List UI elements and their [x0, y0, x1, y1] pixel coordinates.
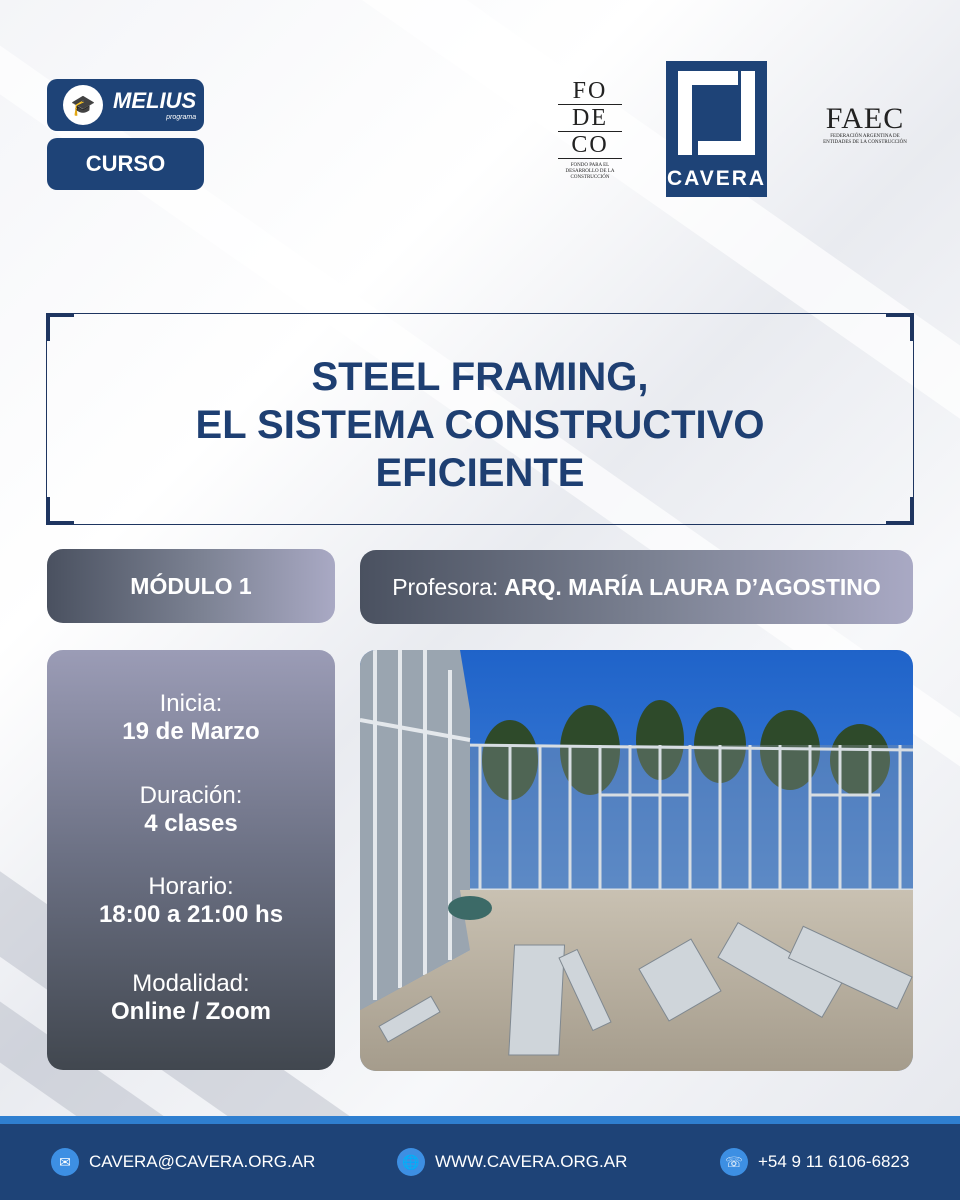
cavera-label: CAVERA	[666, 167, 767, 190]
curso-badge: CURSO	[47, 138, 204, 190]
footer-phone[interactable]	[720, 1147, 909, 1177]
globe-icon: 🌐	[397, 1148, 425, 1176]
duration-value: 4 clases	[144, 810, 238, 837]
faec-caption: FEDERACIÓN ARGENTINA DE ENTIDADES DE LA CONSTRUCCIÓN	[823, 134, 907, 145]
construction-photo	[360, 650, 913, 1071]
melius-logo	[47, 79, 204, 131]
web-text[interactable]: WWW.CAVERA.ORG.AR	[435, 1152, 628, 1171]
fodeco-logo	[558, 78, 622, 181]
title-line: STEEL FRAMING,	[311, 355, 649, 399]
module-badge: MÓDULO 1	[47, 549, 335, 623]
professor-label: Profesora:	[392, 573, 499, 600]
professor-name: ARQ. MARÍA LAURA D’AGOSTINO	[504, 573, 881, 600]
melius-sub: programa	[166, 113, 197, 121]
fodeco-caption: FONDO PARA EL DESARROLLO DE LA CONSTRUCCIÓN	[565, 163, 615, 180]
cavera-mark	[678, 71, 755, 155]
footer-email[interactable]	[51, 1147, 315, 1177]
email-text[interactable]: CAVERA@CAVERA.ORG.AR	[89, 1152, 316, 1171]
schedule-info	[47, 873, 335, 929]
duration-label: Duración:	[139, 782, 243, 809]
whatsapp-icon: ☏	[720, 1148, 748, 1176]
fodeco-row: DE	[558, 105, 622, 132]
info-panel	[47, 650, 335, 1070]
footer-web[interactable]	[397, 1147, 627, 1177]
fodeco-row: CO	[558, 132, 622, 159]
duration-info	[47, 782, 335, 838]
start-label: Inicia:	[159, 690, 223, 717]
mode-label: Modalidad:	[132, 970, 250, 997]
page-title	[46, 353, 914, 497]
title-box	[46, 313, 914, 525]
schedule-label: Horario:	[148, 873, 234, 900]
melius-word: MELIUS	[113, 87, 197, 113]
graduation-cap-icon: 🎓	[63, 85, 103, 125]
cavera-logo	[666, 61, 767, 197]
fodeco-row: FO	[558, 78, 622, 105]
mode-info	[47, 970, 335, 1026]
mail-icon: ✉	[51, 1148, 79, 1176]
title-line: EFICIENTE	[375, 451, 585, 495]
start-value: 19 de Marzo	[122, 718, 260, 745]
faec-logo	[818, 104, 912, 146]
start-info	[47, 690, 335, 746]
title-line: EL SISTEMA CONSTRUCTIVO	[195, 403, 765, 447]
schedule-value: 18:00 a 21:00 hs	[98, 901, 284, 928]
professor-badge	[360, 550, 913, 624]
faec-word: FAEC	[825, 102, 905, 135]
mode-value: Online / Zoom	[111, 998, 271, 1025]
phone-text[interactable]: +54 9 11 6106-6823	[758, 1152, 910, 1171]
